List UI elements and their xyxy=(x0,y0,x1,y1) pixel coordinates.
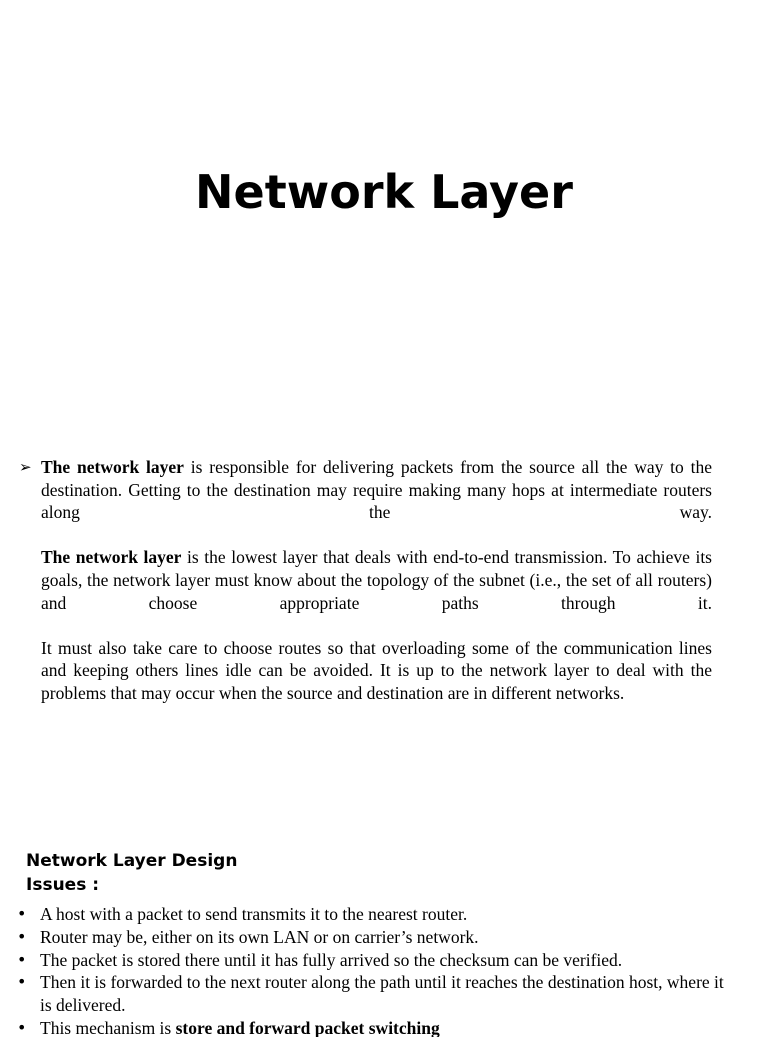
paragraph-1-text: is responsible for delivering packets from the source all the way to the destination. Getting to the destination may require making many hops at intermediate routers along the way. xyxy=(41,457,712,523)
section-heading xyxy=(26,849,326,897)
list-item: • Then it is forwarded to the next router along the path until it reaches the destination host, where it is delivered. xyxy=(17,972,724,1016)
main-bullet-text xyxy=(41,456,712,705)
paragraph-2-text: is the lowest layer that deals with end-to-end transmission. To achieve its goals, the network layer must know about the topology of the subnet (i.e., the set of all routers) and choose appropriate paths through it. xyxy=(41,547,712,613)
arrow-bullet-icon: ➢ xyxy=(19,458,32,476)
paragraph-3-text: It must also take care to choose routes so that overloading some of the communication lines and keeping others lines idle can be avoided. It is up to the network layer to deal with the problems that may occur when the source and destination are in different networks. xyxy=(41,637,712,703)
paragraph-1 xyxy=(41,456,712,524)
paragraph-2-bold: The network layer xyxy=(41,547,182,568)
round-bullet-icon: • xyxy=(17,1017,27,1037)
round-bullet-icon: • xyxy=(17,972,27,992)
slide-title: Network Layer xyxy=(195,165,573,219)
round-bullet-icon: • xyxy=(17,949,27,969)
list-item: • A host with a packet to send transmits it to the nearest router. xyxy=(17,904,468,924)
list-item: • This mechanism is store and forward packet switching xyxy=(0,1017,768,1037)
round-bullet-icon: • xyxy=(17,904,27,923)
round-bullet-icon: • xyxy=(17,926,27,946)
paragraph-1-bold: The network layer xyxy=(41,457,184,477)
list-item: • The packet is stored there until it has fully arrived so the checksum can be verified. xyxy=(17,949,623,970)
section-heading-line2: Issues : xyxy=(26,875,100,895)
paragraph-3 xyxy=(41,637,712,705)
section-heading-line1: Network Layer Design xyxy=(26,851,238,871)
list-item: • Router may be, either on its own LAN or on carrier’s network. xyxy=(17,926,479,947)
paragraph-2 xyxy=(41,546,712,614)
issues-list xyxy=(0,903,768,1037)
